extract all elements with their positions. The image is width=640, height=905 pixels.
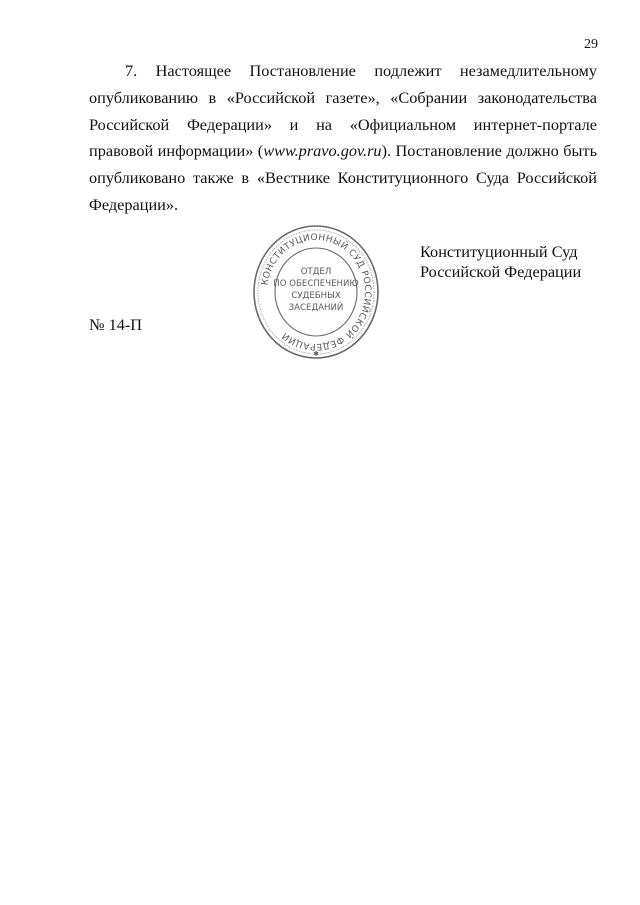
- official-seal: [250, 222, 382, 362]
- seal-inner-line-4: ЗАСЕДАНИЙ: [288, 303, 344, 313]
- court-name-line-2: Российской Федерации: [420, 262, 582, 281]
- paragraph-7: [89, 58, 597, 219]
- website-url: www.pravo.gov.ru: [263, 141, 382, 161]
- document-number: № 14-П: [89, 315, 143, 334]
- court-name-line-1: Конституционный Суд: [420, 242, 578, 261]
- page-number: 29: [584, 37, 598, 52]
- paragraph-text-start: 7. Настоящее Постановление подлежит незамедлительному опубликованию в «Российской газете», «Собрании законодательства Российской Федерации» и на «Официальном интернет-портале правовой информации» (: [89, 61, 597, 161]
- signature-block: [420, 242, 581, 282]
- paragraph-text-end: ). Постановление должно быть опубликовано также в «Вестнике Конституционного Суда Российской Федерации».: [89, 141, 597, 214]
- seal-inner-line-1: ОТДЕЛ: [300, 267, 332, 277]
- seal-inner-text: [273, 267, 358, 313]
- seal-outer-text: КОНСТИТУЦИОННЫЙ СУД РОССИЙСКОЙ ФЕДЕРАЦИИ: [260, 232, 373, 352]
- seal-star-icon: ✱: [313, 350, 319, 358]
- seal-inner-line-2: ПО ОБЕСПЕЧЕНИЮ: [273, 279, 359, 289]
- seal-inner-line-3: СУДЕБНЫХ: [291, 291, 341, 301]
